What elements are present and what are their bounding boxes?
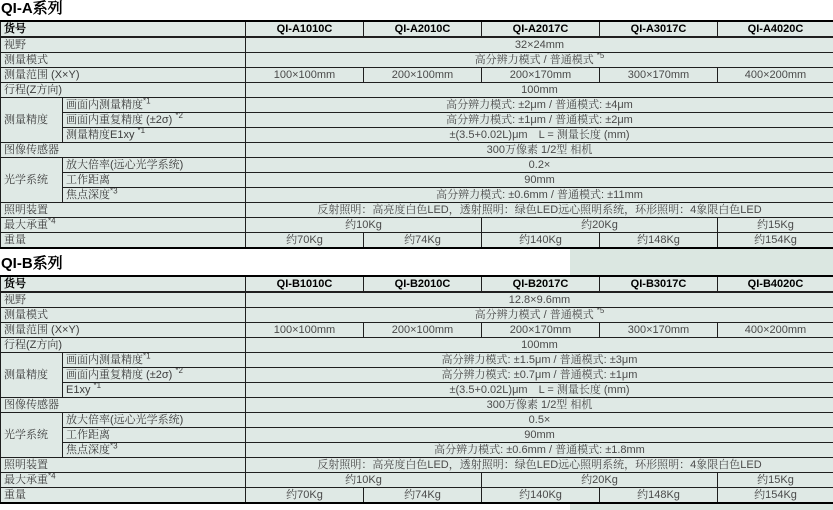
value-fov: 12.8×9.6mm — [246, 292, 833, 308]
value-text: 高分辨力模式 / 普通模式 — [474, 54, 594, 66]
footnote-marker: *2 — [175, 367, 183, 376]
row-label-max-load — [1, 218, 246, 233]
footnote-marker: *1 — [143, 97, 151, 106]
table-row-weight — [1, 488, 833, 504]
model-header: QI-B2010C — [364, 276, 482, 292]
row-label-illumination: 照明装置 — [1, 458, 246, 473]
row-label-part-no: 货号 — [1, 21, 246, 37]
value-e1xy: ±(3.5+0.02L)μm L = 测量长度 (mm) — [246, 128, 833, 143]
table-row-fov — [1, 37, 833, 53]
label-text: E1xy — [66, 384, 91, 396]
table-row-working-distance — [1, 428, 833, 443]
table-row-max-load — [1, 218, 833, 233]
model-header: QI-A1010C — [246, 21, 364, 37]
value-working-distance: 90mm — [246, 428, 833, 443]
row-label-illumination: 照明装置 — [1, 203, 246, 218]
value-max-load: 约15Kg — [718, 218, 833, 233]
row-label-range: 测量范围 (X×Y) — [1, 323, 246, 338]
row-label-stroke: 行程(Z方向) — [1, 83, 246, 98]
value-weight: 约154Kg — [718, 488, 833, 504]
footnote-marker: *5 — [596, 307, 605, 316]
label-text: 焦点深度 — [66, 444, 110, 456]
label-text: 画面内测量精度 — [66, 99, 143, 111]
row-label-part-no: 货号 — [1, 276, 246, 292]
table-row-magnification — [1, 158, 833, 173]
background-highlight-block-bottom — [570, 503, 833, 510]
section-a-title: QI-A系列 — [1, 0, 63, 17]
table-row-illumination — [1, 458, 833, 473]
group-label-optics: 光学系统 — [1, 413, 63, 458]
row-label-magnification: 放大倍率(远心光学系统) — [63, 158, 246, 173]
value-range: 300×170mm — [600, 68, 718, 83]
value-range: 200×170mm — [482, 323, 600, 338]
model-header: QI-B1010C — [246, 276, 364, 292]
value-magnification: 0.5× — [246, 413, 833, 428]
value-dof: 高分辨力模式: ±0.6mm / 普通模式: ±1.8mm — [246, 443, 833, 458]
table-row-magnification — [1, 413, 833, 428]
value-illumination: 反射照明：高亮度白色LED，透射照明：绿色LED远心照明系统，环形照明：4象限白色LED — [246, 203, 833, 218]
footnote-marker: *5 — [596, 52, 605, 61]
row-label-fov: 视野 — [1, 37, 246, 53]
value-illumination: 反射照明：高亮度白色LED，透射照明：绿色LED远心照明系统，环形照明：4象限白色LED — [246, 458, 833, 473]
table-row-illumination — [1, 203, 833, 218]
table-row-range — [1, 68, 833, 83]
value-range: 200×100mm — [364, 323, 482, 338]
value-weight: 约148Kg — [600, 233, 718, 249]
value-weight: 约154Kg — [718, 233, 833, 249]
model-header: QI-A4020C — [718, 21, 833, 37]
value-accuracy: 高分辨力模式: ±1.5μm / 普通模式: ±3μm — [246, 353, 833, 368]
table-row-range — [1, 323, 833, 338]
value-fov: 32×24mm — [246, 37, 833, 53]
footnote-marker: *4 — [48, 472, 56, 481]
table-row-dof — [1, 188, 833, 203]
value-sensor: 300万像素 1/2型 相机 — [246, 398, 833, 413]
table-row-accuracy — [1, 353, 833, 368]
value-repeatability: 高分辨力模式: ±0.7μm / 普通模式: ±1μm — [246, 368, 833, 383]
value-e1xy: ±(3.5+0.02L)μm L = 测量长度 (mm) — [246, 383, 833, 398]
table-row-e1xy — [1, 128, 833, 143]
value-stroke: 100mm — [246, 338, 833, 353]
group-label-optics: 光学系统 — [1, 158, 63, 203]
value-sensor: 300万像素 1/2型 相机 — [246, 143, 833, 158]
table-row-part-no — [1, 276, 833, 292]
table-row-working-distance — [1, 173, 833, 188]
label-text: 焦点深度 — [66, 189, 110, 201]
model-header: QI-A3017C — [600, 21, 718, 37]
row-label-sensor: 图像传感器 — [1, 143, 246, 158]
row-label-working-distance: 工作距离 — [63, 428, 246, 443]
row-label-e1xy — [63, 383, 246, 398]
qi-a-spec-table — [0, 20, 833, 249]
model-header: QI-B3017C — [600, 276, 718, 292]
value-stroke: 100mm — [246, 83, 833, 98]
value-range: 200×100mm — [364, 68, 482, 83]
table-row-stroke — [1, 338, 833, 353]
table-row-sensor — [1, 398, 833, 413]
footnote-marker: *1 — [93, 382, 102, 391]
value-mode — [246, 53, 833, 68]
group-label-accuracy: 测量精度 — [1, 353, 63, 398]
model-header: QI-A2017C — [482, 21, 600, 37]
qi-b-spec-table — [0, 275, 833, 504]
value-mode — [246, 308, 833, 323]
table-row-accuracy — [1, 98, 833, 113]
row-label-fov: 视野 — [1, 292, 246, 308]
table-row-repeatability — [1, 368, 833, 383]
section-b-title: QI-B系列 — [1, 255, 63, 272]
value-max-load: 约10Kg — [246, 473, 482, 488]
row-label-weight: 重量 — [1, 488, 246, 504]
value-magnification: 0.2× — [246, 158, 833, 173]
value-range: 100×100mm — [246, 68, 364, 83]
group-label-accuracy: 测量精度 — [1, 98, 63, 143]
footnote-marker: *3 — [110, 187, 118, 196]
footnote-marker: *1 — [137, 127, 146, 136]
value-range: 400×200mm — [718, 323, 833, 338]
row-label-max-load — [1, 473, 246, 488]
label-text: 测量精度E1xy — [66, 129, 135, 141]
value-max-load: 约20Kg — [482, 218, 718, 233]
row-label-dof — [63, 188, 246, 203]
row-label-range: 测量范围 (X×Y) — [1, 68, 246, 83]
row-label-mode: 测量模式 — [1, 308, 246, 323]
row-label-e1xy — [63, 128, 246, 143]
value-max-load: 约15Kg — [718, 473, 833, 488]
value-dof: 高分辨力模式: ±0.6mm / 普通模式: ±11mm — [246, 188, 833, 203]
value-accuracy: 高分辨力模式: ±2μm / 普通模式: ±4μm — [246, 98, 833, 113]
row-label-magnification: 放大倍率(远心光学系统) — [63, 413, 246, 428]
table-row-part-no — [1, 21, 833, 37]
table-row-fov — [1, 292, 833, 308]
row-label-accuracy — [63, 98, 246, 113]
footnote-marker: *3 — [110, 442, 118, 451]
label-text: 最大承重 — [4, 474, 48, 486]
value-weight: 约140Kg — [482, 233, 600, 249]
value-weight: 约140Kg — [482, 488, 600, 504]
value-weight: 约148Kg — [600, 488, 718, 504]
table-row-repeatability — [1, 113, 833, 128]
value-weight: 约70Kg — [246, 233, 364, 249]
table-row-max-load — [1, 473, 833, 488]
label-text: 画面内测量精度 — [66, 354, 143, 366]
table-row-mode — [1, 53, 833, 68]
footnote-marker: *2 — [175, 112, 183, 121]
row-label-accuracy — [63, 353, 246, 368]
value-weight: 约74Kg — [364, 488, 482, 504]
table-row-dof — [1, 443, 833, 458]
footnote-marker: *4 — [48, 217, 56, 226]
value-text: 高分辨力模式 / 普通模式 — [474, 309, 594, 321]
table-row-e1xy — [1, 383, 833, 398]
row-label-weight: 重量 — [1, 233, 246, 249]
value-range: 300×170mm — [600, 323, 718, 338]
table-row-mode — [1, 308, 833, 323]
row-label-working-distance: 工作距离 — [63, 173, 246, 188]
label-text: 画面内重复精度 (±2σ) — [66, 369, 173, 381]
row-label-repeatability — [63, 368, 246, 383]
table-row-stroke — [1, 83, 833, 98]
model-header: QI-A2010C — [364, 21, 482, 37]
label-text: 最大承重 — [4, 219, 48, 231]
value-working-distance: 90mm — [246, 173, 833, 188]
value-repeatability: 高分辨力模式: ±1μm / 普通模式: ±2μm — [246, 113, 833, 128]
value-max-load: 约20Kg — [482, 473, 718, 488]
row-label-stroke: 行程(Z方向) — [1, 338, 246, 353]
value-weight: 约70Kg — [246, 488, 364, 504]
value-weight: 约74Kg — [364, 233, 482, 249]
model-header: QI-B2017C — [482, 276, 600, 292]
table-row-sensor — [1, 143, 833, 158]
row-label-sensor: 图像传感器 — [1, 398, 246, 413]
row-label-mode: 测量模式 — [1, 53, 246, 68]
value-max-load: 约10Kg — [246, 218, 482, 233]
value-range: 200×170mm — [482, 68, 600, 83]
value-range: 100×100mm — [246, 323, 364, 338]
value-range: 400×200mm — [718, 68, 833, 83]
footnote-marker: *1 — [143, 352, 151, 361]
model-header: QI-B4020C — [718, 276, 833, 292]
label-text: 画面内重复精度 (±2σ) — [66, 114, 173, 126]
row-label-repeatability — [63, 113, 246, 128]
table-row-weight — [1, 233, 833, 249]
row-label-dof — [63, 443, 246, 458]
